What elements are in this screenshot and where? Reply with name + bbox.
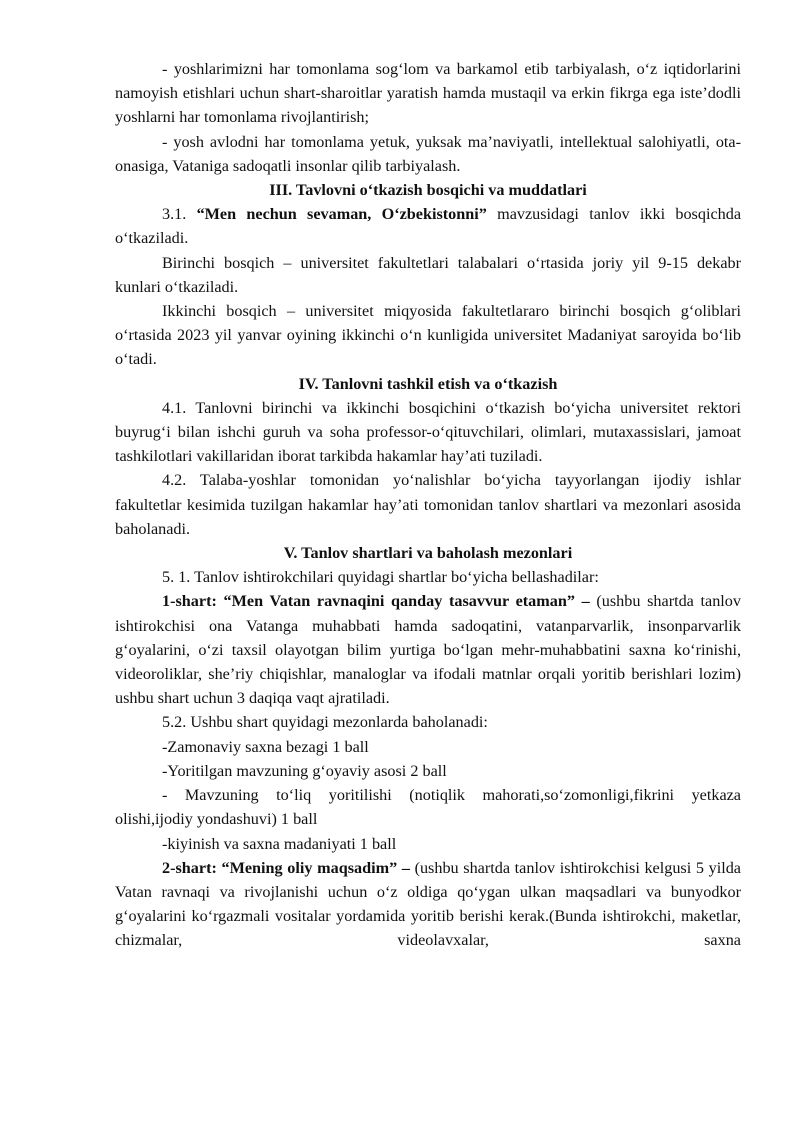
paragraph-text: (ushbu shartda tanlov ishtirokchisi ona Vatanga muhabbati hamda sadoqatini, vatanparvarlik, insonparvarlik g‘oyalarini, o‘zi taxsil olayotgan bilim yurtiga bo‘lgan mehr-muhabbatini saxna ko‘rinishi, videoroliklar, she’riy chiqishlar, manaloglar va ifodali matnlar orqali yoritib berishlari lozim) ushbu shart uchun 3 daqiqa vaqt ajratiladi. (115, 592, 741, 708)
criteria-item: -Yoritilgan mavzuning g‘oyaviy asosi 2 ball (162, 761, 447, 780)
paragraph: Ikkinchi bosqich – universitet miqyosida fakultetlararo birinchi bosqich g‘oliblari o‘rtasida 2023 yil yanvar oyining ikkinchi o‘n kunligida universitet Madaniyat saroyida bo‘lib o‘tadi. (115, 302, 741, 369)
contest-title: “Men nechun sevaman, O‘zbekistonni” (196, 205, 487, 224)
document-page (115, 57, 741, 953)
paragraph: - yoshlarimizni har tomonlama sog‘lom va barkamol etib tarbiyalash, o‘z iqtidorlarini namoyish etishlari uchun shart-sharoitlar yaratish hamda mustaqil va erkin fikrga ega iste’dodli yoshlarni har tomonlama rivojlantirish; (115, 60, 741, 127)
criteria-item: -Zamonaviy saxna bezagi 1 ball (162, 737, 369, 756)
paragraph: 4.1. Tanlovni birinchi va ikkinchi bosqichini o‘tkazish bo‘yicha universitet rektori buyrug‘i bilan ishchi guruh va soha professor-o‘qituvchilari, olimlari, mutaxassislari, jamoat tashkilotlari vakillaridan iborat tarkibda hakamlar hay’ati tuziladi. (115, 398, 741, 466)
paragraph: 5.2. Ushbu shart quyidagi mezonlarda baholanadi: (162, 713, 488, 732)
criteria-item: -kiyinish va saxna madaniyati 1 ball (162, 834, 397, 853)
condition-title: 2-shart: “Mening oliy maqsadim” – (162, 858, 410, 877)
paragraph-text: (ushbu shartda tanlov ishtirokchisi kelgusi 5 yilda Vatan ravnaqi va rivojlanishi uchun o‘z oldiga qo‘ygan ulkan maqsadlari va bunyodkor g‘oyalarini ko‘rgazmali vositalar yordamida yoritib berishi kerak.(Bunda ishtirokchi, maketlar, chizmalar, videolavxalar, saxna (115, 858, 741, 950)
section-heading: III. Tavlovni o‘tkazish bosqichi va muddatlari (269, 181, 587, 200)
paragraph-number: 3.1. (162, 205, 197, 224)
paragraph: Birinchi bosqich – universitet fakultetlari talabalari o‘rtasida joriy yil 9-15 dekabr kunlari o‘tkaziladi. (115, 253, 741, 296)
paragraph: 4.2. Talaba-yoshlar tomonidan yo‘nalishlar bo‘yicha tayyorlangan ijodiy ishlar fakultetlar kesimida tuzilgan hakamlar hay’ati tomonidan tanlov shartlari va mezonlari asosida baholanadi. (115, 471, 741, 538)
section-heading: IV. Tanlovni tashkil etish va o‘tkazish (298, 374, 558, 393)
condition-title: 1-shart: “Men Vatan ravnaqini qanday tasavvur etaman” – (162, 592, 590, 611)
paragraph (115, 202, 741, 250)
paragraph (115, 856, 741, 953)
criteria-item: - Mavzuning to‘liq yoritilishi (notiqlik mahorati,so‘zomonligi,fikrini yetkaza olishi,ijodiy yondashuvi) 1 ball (115, 786, 741, 829)
paragraph-text: mavzusidagi tanlov ikki bosqichda o‘tkaziladi. (115, 205, 742, 248)
paragraph: 5. 1. Tanlov ishtirokchilari quyidagi shartlar bo‘yicha bellashadilar: (162, 568, 599, 587)
section-heading: V. Tanlov shartlari va baholash mezonlari (283, 544, 573, 563)
paragraph (115, 589, 741, 710)
paragraph: - yosh avlodni har tomonlama yetuk, yuksak ma’naviyatli, intellektual salohiyatli, ota-onasiga, Vataniga sadoqatli insonlar qilib tarbiyalash. (115, 132, 741, 175)
